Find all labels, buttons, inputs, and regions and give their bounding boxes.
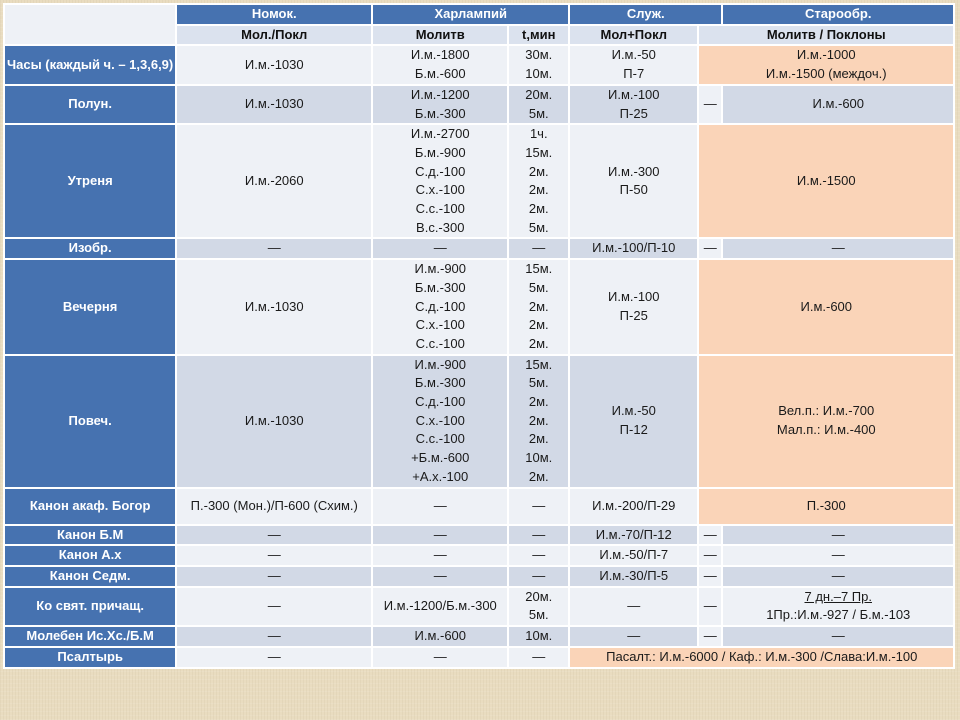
staroobr-cell: И.м.-1500 — [698, 124, 954, 238]
sluzh-cell: И.м.-50/П-7 — [569, 545, 698, 566]
dash-cell: — — [698, 545, 722, 566]
sluzh-cell: — — [569, 626, 698, 647]
molitv-cell: — — [372, 525, 508, 546]
nomok-cell: И.м.-1030 — [176, 355, 372, 488]
row-label: Вечерня — [4, 259, 176, 355]
tmin-cell: 15м. 5м. 2м. 2м. 2м. 10м. 2м. — [508, 355, 569, 488]
nomok-cell: П.-300 (Мон.)/П-600 (Схим.) — [176, 488, 372, 525]
nomok-cell: — — [176, 626, 372, 647]
row-ko-svyat — [4, 587, 954, 626]
molitv-cell: — — [372, 545, 508, 566]
nomok-cell: — — [176, 587, 372, 626]
row-kanon-sedm — [4, 566, 954, 587]
subheader-molitv: Молитв — [372, 25, 508, 46]
molitv-cell: И.м.-1200/Б.м.-300 — [372, 587, 508, 626]
tmin-cell: 20м. 5м. — [508, 587, 569, 626]
molitv-cell: — — [372, 238, 508, 259]
row-label: Канон Б.М — [4, 525, 176, 546]
molitv-cell: — — [372, 647, 508, 668]
row-label: Канон Седм. — [4, 566, 176, 587]
row-chasy — [4, 45, 954, 84]
tmin-cell: 30м. 10м. — [508, 45, 569, 84]
staroobr-cell: И.м.-600 — [722, 85, 954, 124]
molitv-cell: — — [372, 566, 508, 587]
dash-cell: — — [698, 626, 722, 647]
row-moleben — [4, 626, 954, 647]
tmin-cell: — — [508, 647, 569, 668]
sluzh-cell: И.м.-30/П-5 — [569, 566, 698, 587]
sluzh-cell: И.м.-300 П-50 — [569, 124, 698, 238]
subheader-molitv-poklony: Молитв / Поклоны — [698, 25, 954, 46]
staroobr-cell: П.-300 — [698, 488, 954, 525]
tmin-cell: — — [508, 525, 569, 546]
staroobr-cell: — — [722, 545, 954, 566]
nomok-cell: И.м.-1030 — [176, 259, 372, 355]
sluzh-cell: И.м.-50 П-7 — [569, 45, 698, 84]
header-nomok: Номок. — [176, 4, 372, 25]
sluzh-cell: И.м.-200/П-29 — [569, 488, 698, 525]
dash-cell: — — [698, 85, 722, 124]
row-kanon-bm — [4, 525, 954, 546]
row-polun — [4, 85, 954, 124]
staroobr-cell: — — [722, 626, 954, 647]
row-utrenya — [4, 124, 954, 238]
row-label: Часы (каждый ч. – 1,3,6,9) — [4, 45, 176, 84]
nomok-cell: И.м.-1030 — [176, 85, 372, 124]
nomok-cell: — — [176, 566, 372, 587]
header-staroobr: Старообр. — [722, 4, 954, 25]
molitv-cell: И.м.-600 — [372, 626, 508, 647]
row-povech — [4, 355, 954, 488]
staroobr-cell: Вел.п.: И.м.-700 Мал.п.: И.м.-400 — [698, 355, 954, 488]
molitv-cell: И.м.-900 Б.м.-300 С.д.-100 С.х.-100 С.с.-100 — [372, 259, 508, 355]
tmin-cell: 15м. 5м. 2м. 2м. 2м. — [508, 259, 569, 355]
row-vechernya — [4, 259, 954, 355]
sluzh-cell: — — [569, 587, 698, 626]
nomok-cell: — — [176, 545, 372, 566]
nomok-cell: — — [176, 647, 372, 668]
row-label: Канон А.х — [4, 545, 176, 566]
molitv-cell: — — [372, 488, 508, 525]
row-psaltyr — [4, 647, 954, 668]
row-label: Ко свят. причащ. — [4, 587, 176, 626]
sluzh-cell: И.м.-50 П-12 — [569, 355, 698, 488]
staroobr-cell: И.м.-600 — [698, 259, 954, 355]
row-label: Повеч. — [4, 355, 176, 488]
sluzh-cell: И.м.-100 П-25 — [569, 85, 698, 124]
subheader-mol-pokl: Мол./Покл — [176, 25, 372, 46]
molitv-cell: И.м.-1200 Б.м.-300 — [372, 85, 508, 124]
row-izobr — [4, 238, 954, 259]
row-label: Утреня — [4, 124, 176, 238]
header-sluzh: Служ. — [569, 4, 722, 25]
tmin-cell: — — [508, 566, 569, 587]
tmin-cell: — — [508, 545, 569, 566]
row-label: Молебен Ис.Хс./Б.М — [4, 626, 176, 647]
molitv-cell: И.м.-900 Б.м.-300 С.д.-100 С.х.-100 С.с.-100 +Б.м.-600 +А.х.-100 — [372, 355, 508, 488]
prayer-schedule-table — [3, 3, 955, 669]
sluzh-cell: И.м.-70/П-12 — [569, 525, 698, 546]
row-label: Канон акаф. Богор — [4, 488, 176, 525]
dash-cell: — — [698, 238, 722, 259]
row-kanon-ax — [4, 545, 954, 566]
sluzh-cell: И.м.-100/П-10 — [569, 238, 698, 259]
nomok-cell: И.м.-1030 — [176, 45, 372, 84]
psaltyr-merged-cell: Пасалт.: И.м.-6000 / Каф.: И.м.-300 /Слава:И.м.-100 — [569, 647, 954, 668]
tmin-cell: 20м. 5м. — [508, 85, 569, 124]
staroobr-cell: — — [722, 525, 954, 546]
header-harlampiy: Харлампий — [372, 4, 569, 25]
nomok-cell: И.м.-2060 — [176, 124, 372, 238]
subheader-mol-plus-pokl: Мол+Покл — [569, 25, 698, 46]
staroobr-cell: 7 дн.–7 Пр. 1Пр.:И.м.-927 / Б.м.-103 — [722, 587, 954, 626]
nomok-cell: — — [176, 238, 372, 259]
staroobr-cell: И.м.-1000 И.м.-1500 (междоч.) — [698, 45, 954, 84]
tmin-cell: — — [508, 238, 569, 259]
nomok-cell: — — [176, 525, 372, 546]
row-kanon-akaf — [4, 488, 954, 525]
corner-cell — [4, 4, 176, 45]
molitv-cell: И.м.-2700 Б.м.-900 С.д.-100 С.х.-100 С.с.-100 В.с.-300 — [372, 124, 508, 238]
row-label: Изобр. — [4, 238, 176, 259]
subheader-t-min: t,мин — [508, 25, 569, 46]
tmin-cell: — — [508, 488, 569, 525]
dash-cell: — — [698, 525, 722, 546]
row-label: Полун. — [4, 85, 176, 124]
staroobr-cell: — — [722, 566, 954, 587]
row-label: Псалтырь — [4, 647, 176, 668]
dash-cell: — — [698, 566, 722, 587]
tmin-cell: 1ч. 15м. 2м. 2м. 2м. 5м. — [508, 124, 569, 238]
molitv-cell: И.м.-1800 Б.м.-600 — [372, 45, 508, 84]
staroobr-cell: — — [722, 238, 954, 259]
sluzh-cell: И.м.-100 П-25 — [569, 259, 698, 355]
dash-cell: — — [698, 587, 722, 626]
tmin-cell: 10м. — [508, 626, 569, 647]
